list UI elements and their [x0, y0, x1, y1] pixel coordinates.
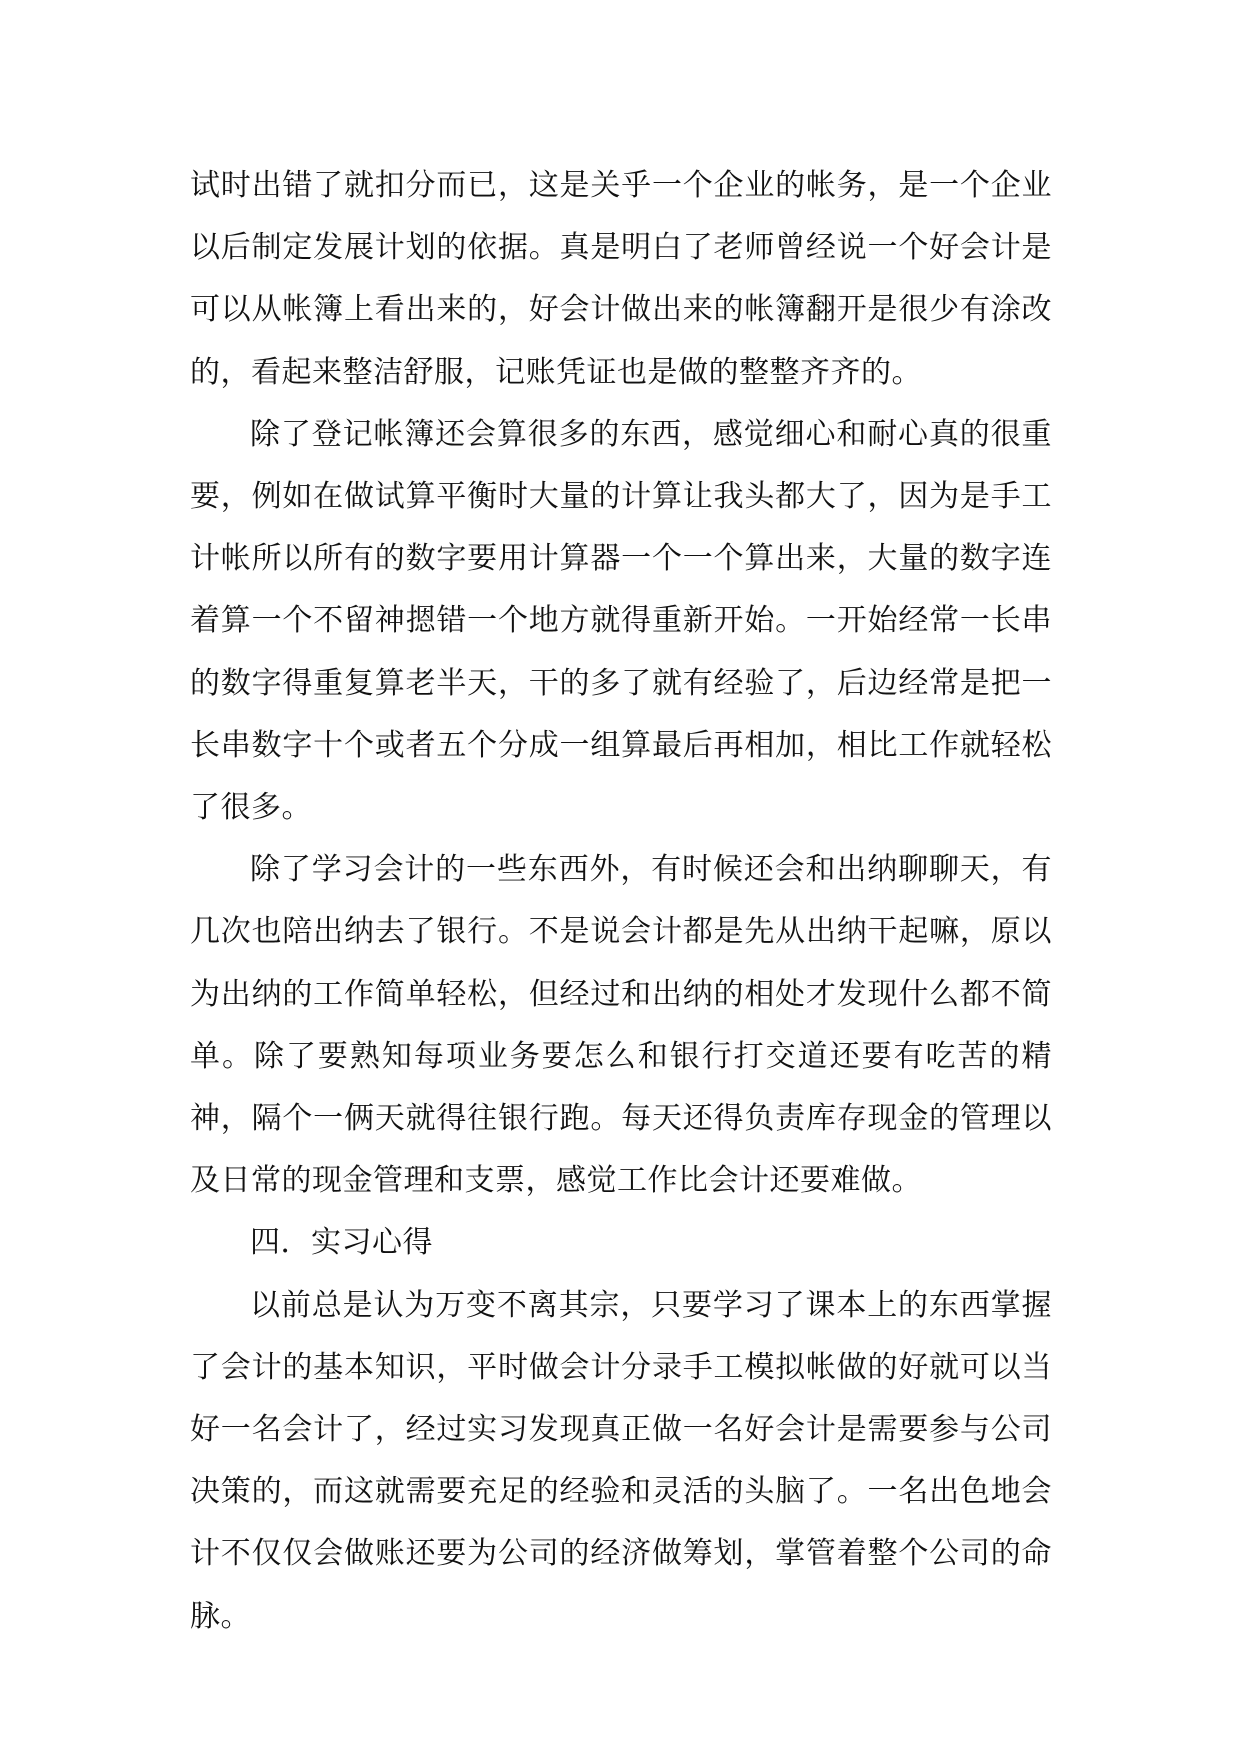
document-body	[190, 155, 1052, 1648]
section-heading: 四．实习心得	[250, 1225, 433, 1261]
paragraph-continued: 试时出错了就扣分而已，这是关乎一个企业的帐务，是一个企业以后制定发展计划的依据。真是明白了老师曾经说一个好会计是可以从帐簿上看出来的，好会计做出来的帐簿翻开是很少有涂改的，看起来整洁舒服，记账凭证也是做的整整齐齐的。	[190, 168, 1052, 390]
paragraph-internship-reflection: 以前总是认为万变不离其宗，只要学习了课本上的东西掌握了会计的基本知识，平时做会计分录手工模拟帐做的好就可以当好一名会计了，经过实习发现真正做一名好会计是需要参与公司决策的，而这就需要充足的经验和灵活的头脑了。一名出色地会计不仅仅会做账还要为公司的经济做筹划，掌管着整个公司的命脉。	[190, 1287, 1052, 1634]
paragraph-ledger-calculation: 除了登记帐簿还会算很多的东西，感觉细心和耐心真的很重要，例如在做试算平衡时大量的计算让我头都大了，因为是手工计帐所以所有的数字要用计算器一个一个算出来，大量的数字连着算一个不留神摁错一个地方就得重新开始。一开始经常一长串的数字得重复算老半天，干的多了就有经验了，后边经常是把一长串数字十个或者五个分成一组算最后再相加，相比工作就轻松了很多。	[190, 416, 1052, 826]
paragraph-cashier: 除了学习会计的一些东西外，有时候还会和出纳聊聊天，有几次也陪出纳去了银行。不是说会计都是先从出纳干起嘛，原以为出纳的工作简单轻松，但经过和出纳的相处才发现什么都不简单。除了要熟知每项业务要怎么和银行打交道还要有吃苦的精神，隔个一俩天就得往银行跑。每天还得负责库存现金的管理以及日常的现金管理和支票，感觉工作比会计还要难做。	[190, 852, 1052, 1199]
